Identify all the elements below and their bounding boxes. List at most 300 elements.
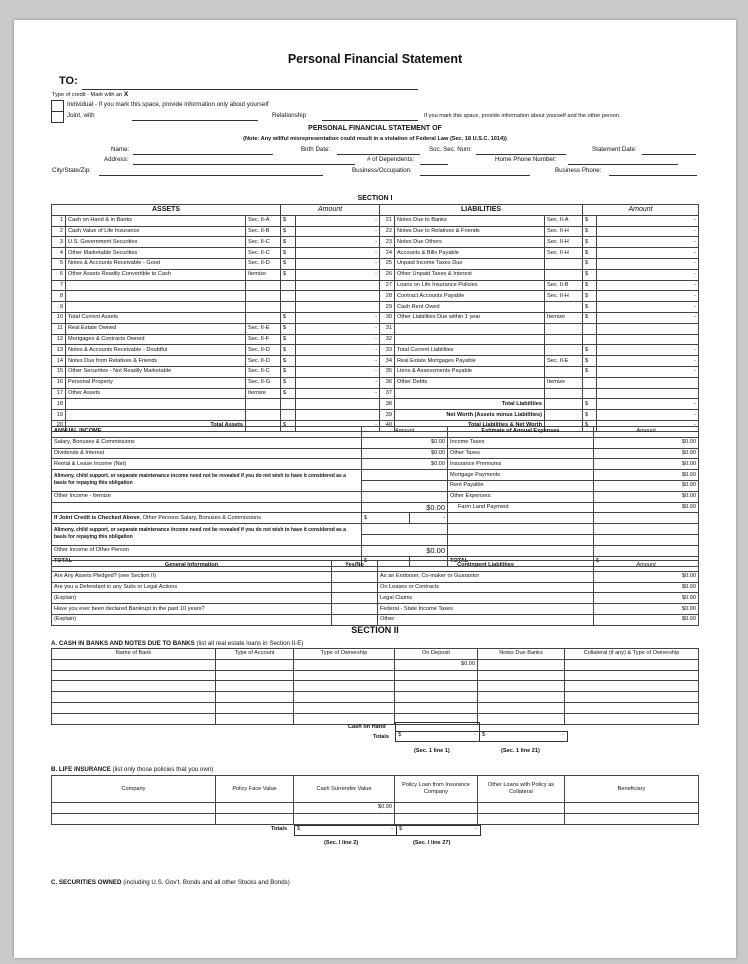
- yes-no-answer[interactable]: [332, 604, 378, 615]
- liability-label: Unpaid Income Taxes Due: [395, 258, 545, 269]
- bank-cell[interactable]: [478, 702, 565, 713]
- joint-note: If you mark this space, provide information about yourself and the other person.: [424, 113, 621, 119]
- liability-amount[interactable]: -: [597, 345, 699, 356]
- general-contingent-table: [51, 560, 699, 626]
- bank-cell[interactable]: [294, 681, 395, 692]
- insurance-header-row: [52, 776, 699, 803]
- liability-amount[interactable]: [597, 334, 699, 345]
- liability-dollar: $: [583, 399, 597, 410]
- asset-section-ref: Sec. II-E: [246, 323, 281, 334]
- liabilities-amount-header: Amount: [583, 205, 699, 216]
- section-2-title: SECTION II: [351, 625, 399, 635]
- joint-income-dollar: $: [362, 513, 410, 524]
- insurance-column-header: Policy Face Value: [216, 776, 294, 803]
- bank-total-notes[interactable]: $ -: [479, 731, 568, 742]
- liability-line-number: 35: [380, 366, 395, 377]
- asset-section-ref: Sec. II-D: [246, 345, 281, 356]
- asset-section-ref: Sec. II-C: [246, 248, 281, 259]
- liability-section-ref: Sec. II-B: [545, 280, 583, 291]
- liability-line-number: 31: [380, 323, 395, 334]
- liability-amount[interactable]: -: [597, 356, 699, 367]
- assets-liabilities-row: [52, 323, 699, 334]
- asset-line-number: 4: [52, 248, 66, 259]
- statement-date-label: Statement Date:: [592, 146, 637, 153]
- insurance-amount[interactable]: $0.00: [594, 459, 699, 470]
- liability-amount[interactable]: -: [597, 291, 699, 302]
- bank-cell[interactable]: [216, 713, 294, 724]
- liability-section-ref: Sec. II-H: [545, 226, 583, 237]
- asset-line-number: 13: [52, 345, 66, 356]
- assets-header: ASSETS: [52, 205, 281, 216]
- bank-cell[interactable]: [52, 670, 216, 681]
- joint-income-amount[interactable]: -: [410, 513, 448, 524]
- liability-section-ref: Itemize: [545, 377, 583, 388]
- other-taxes-label: Other Taxes: [448, 448, 594, 459]
- liability-dollar: [583, 388, 597, 399]
- asset-dollar: $: [281, 377, 296, 388]
- bank-cell[interactable]: [294, 713, 395, 724]
- asset-label: [66, 399, 246, 410]
- asset-section-ref: Sec. II-C: [246, 237, 281, 248]
- bank-cell[interactable]: [478, 713, 565, 724]
- liability-line-number: 36: [380, 377, 395, 388]
- cash-on-hand-label: Cash on Hand: [348, 724, 386, 730]
- liability-label: Notes Due Others: [395, 237, 545, 248]
- asset-amount[interactable]: -: [296, 215, 380, 226]
- asset-label: [66, 302, 246, 313]
- bank-cell[interactable]: [565, 681, 699, 692]
- asset-line-number: 9: [52, 302, 66, 313]
- mortgage-label: Mortgage Payments: [448, 470, 594, 481]
- sec1-line21-ref: (Sec. 1 line 21): [501, 748, 540, 754]
- insurance-total-loan[interactable]: $ -: [396, 825, 481, 836]
- asset-label: Other Assets: [66, 388, 246, 399]
- liability-label: Total Current Liabilities: [395, 345, 545, 356]
- assets-liabilities-row: [52, 302, 699, 313]
- asset-amount[interactable]: -: [296, 388, 380, 399]
- bank-row: [52, 670, 699, 681]
- bank-cell[interactable]: [565, 670, 699, 681]
- asset-dollar: [281, 291, 296, 302]
- birth-date-field[interactable]: [337, 154, 420, 155]
- bank-row: [52, 659, 699, 670]
- asset-dollar: [281, 399, 296, 410]
- other-income-amount[interactable]: $0.00: [362, 502, 448, 513]
- relationship-line[interactable]: [322, 120, 418, 121]
- assets-liabilities-row: [52, 356, 699, 367]
- bank-cell[interactable]: [395, 692, 478, 703]
- assets-liabilities-row: [52, 248, 699, 259]
- joint-checkbox[interactable]: [51, 111, 64, 123]
- liability-amount[interactable]: [597, 377, 699, 388]
- asset-label: Other Assets Readily Convertible to Cash: [66, 269, 246, 280]
- farm-land-label: Farm Land Payment: [448, 502, 594, 513]
- liability-section-ref: Sec. II-E: [545, 356, 583, 367]
- bank-cell[interactable]: [478, 659, 565, 670]
- insurance-totals-label: Totals: [271, 826, 288, 832]
- city-field[interactable]: [99, 175, 323, 176]
- bank-cell[interactable]: [478, 681, 565, 692]
- liability-section-ref: Sec. II-H: [545, 248, 583, 259]
- liability-label: Total Liabilities & Net Worth: [395, 420, 545, 431]
- asset-amount[interactable]: -: [296, 312, 380, 323]
- insurance-total-csv[interactable]: $ -: [294, 825, 397, 836]
- asset-line-number: 20: [52, 420, 66, 431]
- income-total-dollar: $: [362, 556, 410, 567]
- contingent-header: Contingent Liabilities: [378, 561, 594, 572]
- insurance-cell[interactable]: [52, 803, 216, 814]
- asset-line-number: 6: [52, 269, 66, 280]
- assets-liabilities-table: [51, 204, 699, 432]
- assets-liabilities-row: [52, 215, 699, 226]
- assets-liabilities-row: [52, 345, 699, 356]
- rent-label: Rent Payable: [448, 480, 594, 491]
- asset-amount[interactable]: [296, 291, 380, 302]
- asset-line-number: 16: [52, 377, 66, 388]
- assets-liabilities-row: [52, 258, 699, 269]
- insurance-column-header: Other Loans with Policy as Collateral: [478, 776, 565, 803]
- bank-cell[interactable]: [216, 692, 294, 703]
- asset-amount[interactable]: -: [296, 258, 380, 269]
- insurance-cell[interactable]: [216, 813, 294, 824]
- bank-cell[interactable]: [565, 713, 699, 724]
- bank-cell[interactable]: [395, 681, 478, 692]
- liability-amount[interactable]: -: [597, 410, 699, 421]
- liability-amount[interactable]: -: [597, 258, 699, 269]
- contingent-amount[interactable]: $0.00: [594, 582, 699, 593]
- asset-section-ref: [246, 302, 281, 313]
- liability-amount[interactable]: -: [597, 248, 699, 259]
- asset-label: Cash on Hand & in Banks: [66, 215, 246, 226]
- asset-amount[interactable]: -: [296, 366, 380, 377]
- insurance-cell[interactable]: [216, 803, 294, 814]
- asset-line-number: 19: [52, 410, 66, 421]
- rent-amount[interactable]: $0.00: [594, 480, 699, 491]
- insurance-cell[interactable]: [565, 803, 699, 814]
- bank-cell[interactable]: [216, 681, 294, 692]
- liability-section-ref: [545, 302, 583, 313]
- bank-cell[interactable]: [52, 681, 216, 692]
- home-phone-field[interactable]: [568, 164, 678, 165]
- asset-amount[interactable]: [296, 399, 380, 410]
- liability-label: Total Liabilities: [395, 399, 545, 410]
- asset-dollar: [281, 280, 296, 291]
- contingent-amount[interactable]: $0.00: [594, 614, 699, 625]
- joint-name-line[interactable]: [132, 120, 258, 121]
- insurance-cell[interactable]: [478, 813, 565, 824]
- joint-label: Joint, with: [67, 112, 95, 119]
- contingent-amount[interactable]: $0.00: [594, 604, 699, 615]
- other-expenses-amount[interactable]: $0.00: [594, 491, 699, 502]
- asset-line-number: 2: [52, 226, 66, 237]
- liability-dollar: $: [583, 366, 597, 377]
- asset-amount[interactable]: -: [296, 248, 380, 259]
- insurance-cell[interactable]: [395, 803, 478, 814]
- liability-dollar: $: [583, 356, 597, 367]
- asset-label: Cash Value of Life Insurance: [66, 226, 246, 237]
- income-taxes-label: Income Taxes: [448, 437, 594, 448]
- type-of-credit: Type of credit - Mark with an X: [52, 91, 129, 98]
- insurance-row: [52, 803, 699, 814]
- asset-line-number: 17: [52, 388, 66, 399]
- other-taxes-amount[interactable]: $0.00: [594, 448, 699, 459]
- assets-liabilities-row: [52, 312, 699, 323]
- alimony-note-2: Alimony, child support, or separate maintenance income need not be revealed if you do not wish to have it considered as a basis for repaying this obligation: [52, 524, 362, 546]
- asset-section-ref: Itemize: [246, 269, 281, 280]
- yes-no-answer[interactable]: [332, 593, 378, 604]
- contingent-amount[interactable]: $0.00: [594, 593, 699, 604]
- asset-label: Other Securities - Not Readily Marketable: [66, 366, 246, 377]
- liability-label: Other Liabilities Due within 1 year: [395, 312, 545, 323]
- bank-totals-label: Totals: [373, 734, 390, 740]
- salary-label: Salary, Bonuses & Commissions: [52, 437, 362, 448]
- assets-liabilities-row: [52, 280, 699, 291]
- contingent-label: Federal - State Income Taxes: [378, 604, 594, 615]
- insurance-cell[interactable]: [294, 813, 395, 824]
- income-taxes-amount[interactable]: $0.00: [594, 437, 699, 448]
- name-field[interactable]: [133, 154, 273, 155]
- assets-liabilities-row: [52, 366, 699, 377]
- liability-amount[interactable]: -: [597, 226, 699, 237]
- asset-dollar: $: [281, 334, 296, 345]
- asset-amount[interactable]: [296, 302, 380, 313]
- general-info-row: [52, 593, 699, 604]
- liability-dollar: [583, 323, 597, 334]
- asset-amount[interactable]: -: [296, 420, 380, 431]
- business-occ-field[interactable]: [420, 175, 530, 176]
- general-info-row: [52, 614, 699, 625]
- asset-dollar: $: [281, 215, 296, 226]
- asset-dollar: $: [281, 388, 296, 399]
- liability-line-number: 32: [380, 334, 395, 345]
- form-sheet: [14, 20, 736, 958]
- section-1-title: SECTION I: [357, 195, 393, 202]
- insurance-cell[interactable]: [52, 813, 216, 824]
- insurance-cell[interactable]: [478, 803, 565, 814]
- asset-dollar: $: [281, 237, 296, 248]
- contingent-amount-header: Amount: [594, 561, 699, 572]
- liability-section-ref: Itemize: [545, 312, 583, 323]
- expense-total-label: TOTAL: [448, 556, 594, 567]
- sec1-line27-ref: (Sec. I line 27): [413, 840, 451, 846]
- business-phone-field[interactable]: [609, 175, 697, 176]
- bank-cell[interactable]: [52, 713, 216, 724]
- asset-amount[interactable]: -: [296, 237, 380, 248]
- soc-sec-field[interactable]: [476, 154, 566, 155]
- liability-amount[interactable]: -: [597, 420, 699, 431]
- asset-amount[interactable]: -: [296, 345, 380, 356]
- asset-section-ref: [246, 399, 281, 410]
- bank-cell[interactable]: [216, 659, 294, 670]
- asset-section-ref: Sec. II-C: [246, 366, 281, 377]
- assets-liabilities-row: [52, 269, 699, 280]
- insurance-cell[interactable]: [395, 813, 478, 824]
- asset-section-ref: [246, 291, 281, 302]
- asset-line-number: 15: [52, 366, 66, 377]
- bank-cell[interactable]: [216, 670, 294, 681]
- asset-dollar: $: [281, 248, 296, 259]
- yes-no-answer[interactable]: [332, 582, 378, 593]
- cash-in-banks-table: [51, 648, 699, 725]
- yes-no-answer[interactable]: [332, 614, 378, 625]
- assets-liabilities-row: [52, 334, 699, 345]
- liability-label: Notes Due to Banks: [395, 215, 545, 226]
- dependents-field[interactable]: [420, 164, 448, 165]
- expense-total-amount[interactable]: $ -: [594, 556, 699, 567]
- bank-cell[interactable]: $0.00: [395, 659, 478, 670]
- liability-amount[interactable]: -: [597, 237, 699, 248]
- liability-amount[interactable]: -: [597, 302, 699, 313]
- liability-dollar: $: [583, 237, 597, 248]
- liability-section-ref: [545, 269, 583, 280]
- asset-section-ref: Sec. II-A: [246, 215, 281, 226]
- asset-line-number: 8: [52, 291, 66, 302]
- asset-amount[interactable]: -: [296, 226, 380, 237]
- insurance-row: [52, 813, 699, 824]
- asset-amount[interactable]: -: [296, 356, 380, 367]
- liability-amount[interactable]: -: [597, 399, 699, 410]
- bank-cell[interactable]: [294, 659, 395, 670]
- other-person-label: Other Income of Other Person: [52, 545, 362, 556]
- alimony-note: Alimony, child support, or separate maintenance income need not be revealed if you do not wish to have it considered as a basis for repaying this obligation: [52, 470, 362, 492]
- sec1-line1-ref: (Sec. 1 line 1): [414, 748, 450, 754]
- assets-liabilities-row: [52, 237, 699, 248]
- liability-dollar: $: [583, 410, 597, 421]
- liability-line-number: 26: [380, 269, 395, 280]
- address-field[interactable]: [133, 164, 355, 165]
- general-question: Are you a Defendant in any Suits or Legal Actions: [52, 582, 332, 593]
- liability-amount[interactable]: -: [597, 215, 699, 226]
- to-label: TO:: [59, 75, 78, 87]
- bank-cell[interactable]: [52, 692, 216, 703]
- bank-cell[interactable]: [565, 692, 699, 703]
- general-info-row: [52, 582, 699, 593]
- bank-cell[interactable]: [478, 670, 565, 681]
- bank-cell[interactable]: [478, 692, 565, 703]
- bank-cell[interactable]: [294, 692, 395, 703]
- asset-dollar: $: [281, 366, 296, 377]
- asset-amount[interactable]: [296, 410, 380, 421]
- birth-date-label: Birth Date:: [301, 146, 331, 153]
- rental-amount[interactable]: $0.00: [362, 459, 448, 470]
- asset-label: Notes & Accounts Receivable - Doubtful: [66, 345, 246, 356]
- mortgage-amount[interactable]: $0.00: [594, 470, 699, 481]
- business-occ-label: Business/Occupation:: [352, 167, 412, 174]
- general-info-row: [52, 604, 699, 615]
- individual-label: Individual - If you mark this space, provide information only about yourself: [67, 101, 269, 108]
- liability-dollar: $: [583, 302, 597, 313]
- liability-label: Other Unpaid Taxes & Interest: [395, 269, 545, 280]
- asset-dollar: $: [281, 226, 296, 237]
- liability-amount[interactable]: -: [597, 269, 699, 280]
- asset-amount[interactable]: -: [296, 269, 380, 280]
- dividends-amount[interactable]: $0.00: [362, 448, 448, 459]
- statement-date-field[interactable]: [642, 154, 696, 155]
- asset-line-number: 7: [52, 280, 66, 291]
- bank-cell[interactable]: [395, 670, 478, 681]
- contingent-label: On Leases or Contracts: [378, 582, 594, 593]
- liability-section-ref: [545, 399, 583, 410]
- asset-label: Total Assets: [66, 420, 246, 431]
- asset-dollar: $: [281, 258, 296, 269]
- liability-label: [395, 388, 545, 399]
- income-total-label: TOTAL: [52, 556, 362, 567]
- bank-cell[interactable]: [565, 659, 699, 670]
- city-label: City/State/Zip:: [52, 167, 91, 174]
- assets-amount-header: Amount: [281, 205, 380, 216]
- bank-row: [52, 713, 699, 724]
- asset-line-number: 1: [52, 215, 66, 226]
- rental-label: Rental & Lease Income (Net): [52, 459, 362, 470]
- liability-amount[interactable]: -: [597, 312, 699, 323]
- liability-dollar: $: [583, 312, 597, 323]
- liability-line-number: 38: [380, 399, 395, 410]
- general-question: (Explain): [52, 593, 332, 604]
- general-info-header: General Information: [52, 561, 332, 572]
- bank-cell[interactable]: [294, 670, 395, 681]
- liabilities-header: LIABILITIES: [380, 205, 583, 216]
- other-income-label: Other Income - Itemize: [52, 491, 362, 502]
- bank-total-deposit[interactable]: $ -: [395, 731, 480, 742]
- liability-section-ref: Sec. II-H: [545, 237, 583, 248]
- liability-line-number: 34: [380, 356, 395, 367]
- bank-cell[interactable]: [395, 702, 478, 713]
- asset-amount[interactable]: -: [296, 377, 380, 388]
- asset-dollar: $: [281, 420, 296, 431]
- insurance-column-header: Beneficiary: [565, 776, 699, 803]
- yes-no-answer[interactable]: [332, 571, 378, 582]
- salary-amount[interactable]: $0.00: [362, 437, 448, 448]
- bank-column-header: On Deposit: [395, 649, 478, 660]
- liability-label: Other Debts: [395, 377, 545, 388]
- relationship-label: Relationship: [272, 112, 307, 119]
- liability-line-number: 21: [380, 215, 395, 226]
- insurance-cell[interactable]: [565, 813, 699, 824]
- asset-amount[interactable]: [296, 280, 380, 291]
- section-2c-title: C. SECURITIES OWNED (including U.S. Gov't. Bonds and all other Stocks and Bonds): [51, 879, 290, 886]
- asset-section-ref: Sec. II-G: [246, 377, 281, 388]
- general-info-row: [52, 571, 699, 582]
- bank-cell[interactable]: [52, 702, 216, 713]
- income-total-amount[interactable]: -: [410, 556, 448, 567]
- bank-cell[interactable]: [565, 702, 699, 713]
- contingent-label: Other:: [378, 614, 594, 625]
- other-person-amount[interactable]: $0.00: [362, 545, 448, 556]
- liability-line-number: 33: [380, 345, 395, 356]
- liability-line-number: 40: [380, 420, 395, 431]
- asset-label: Total Current Assets: [66, 312, 246, 323]
- bank-cell[interactable]: [294, 702, 395, 713]
- liability-dollar: [583, 377, 597, 388]
- liability-dollar: $: [583, 280, 597, 291]
- farm-land-amount[interactable]: $0.00: [594, 502, 699, 513]
- asset-amount[interactable]: -: [296, 323, 380, 334]
- bank-cell[interactable]: [52, 659, 216, 670]
- insurance-cell[interactable]: $0.00: [294, 803, 395, 814]
- liability-amount[interactable]: [597, 323, 699, 334]
- liability-amount[interactable]: -: [597, 280, 699, 291]
- bank-cell[interactable]: [216, 702, 294, 713]
- liability-amount[interactable]: [597, 388, 699, 399]
- asset-section-ref: Sec. II-F: [246, 334, 281, 345]
- liability-amount[interactable]: -: [597, 366, 699, 377]
- liability-line-number: 30: [380, 312, 395, 323]
- liability-line-number: 22: [380, 226, 395, 237]
- insurance-column-header: Policy Loan from Insurance Company: [395, 776, 478, 803]
- asset-amount[interactable]: -: [296, 334, 380, 345]
- contingent-amount[interactable]: $0.00: [594, 571, 699, 582]
- liability-label: Net Worth (Assets minus Liabilities): [395, 410, 545, 421]
